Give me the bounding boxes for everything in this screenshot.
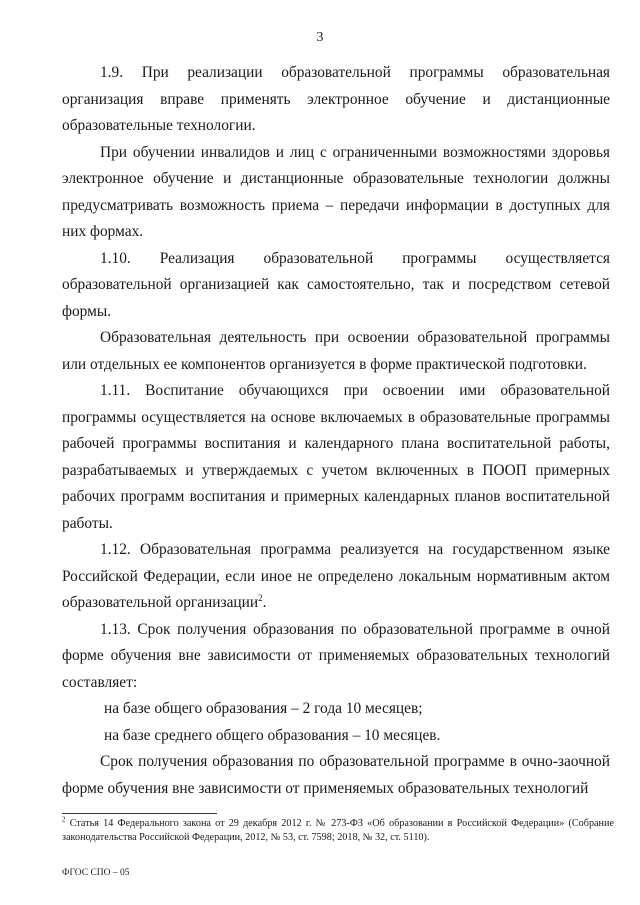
paragraph-practical-training: Образовательная деятельность при освоении образовательной программы или отдельных ее компонентов организуется в форме практической подготовки.	[62, 329, 610, 373]
page-footer-label: ФГОС СПО – 05	[62, 868, 130, 878]
footnote-text: Статья 14 Федерального закона от 29 декабря 2012 г. № 273-ФЗ «Об образовании в Российской Федерации» (Собрание законодательства Российской Федерации, 2012, № 53, ст. 7598; 2018, № 32, ст. 5110).	[62, 818, 614, 843]
footnote-divider	[62, 813, 217, 814]
duration-general-education: на базе общего образования – 2 года 10 месяцев;	[104, 700, 423, 717]
paragraph-1-11: 1.11. Воспитание обучающихся при освоении ими образовательной программы осуществляется на основе включаемых в образовательные программы рабочей программы воспитания и календарного плана воспитательной работы, разрабатываемых и утверждаемых с учетом включенных в ПООП примерных рабочих программ воспитания и примерных календарных планов воспитательной работы.	[62, 382, 610, 532]
document-body	[62, 60, 610, 802]
paragraph-1-12	[62, 537, 610, 617]
paragraph-1-10: 1.10. Реализация образовательной программы осуществляется образовательной организацией как самостоятельно, так и посредством сетевой формы.	[62, 249, 610, 320]
paragraph-1-12-text: 1.12. Образовательная программа реализуется на государственном языке Российской Федерации, если иное не определено локальным нормативным актом образовательной организации	[62, 541, 610, 611]
footnote	[62, 817, 614, 844]
paragraph-1-9: 1.9. При реализации образовательной программы образовательная организация вправе применять электронное обучение и дистанционные образовательные технологии.	[62, 64, 610, 134]
footnote-reference: 2	[258, 592, 263, 603]
paragraph-1-12-end: .	[262, 594, 267, 611]
duration-secondary-general-education: на базе среднего общего образования – 10 месяцев.	[104, 726, 441, 744]
footnote-marker: 2	[62, 815, 66, 824]
paragraph-disabled-learners: При обучении инвалидов и лиц с ограниченными возможностями здоровья электронное обучение и дистанционные образовательные технологии должны предусматривать возможность приема – передачи информации в доступных для них формах.	[62, 143, 610, 240]
paragraph-part-time-duration: Срок получения образования по образовательной программе в очно-заочной форме обучения вне зависимости от применяемых образовательных технологий	[62, 753, 610, 797]
paragraph-1-13: 1.13. Срок получения образования по образовательной программе в очной форме обучения вне зависимости от применяемых образовательных технологий составляет:	[62, 620, 610, 691]
page-number: 3	[316, 30, 324, 45]
